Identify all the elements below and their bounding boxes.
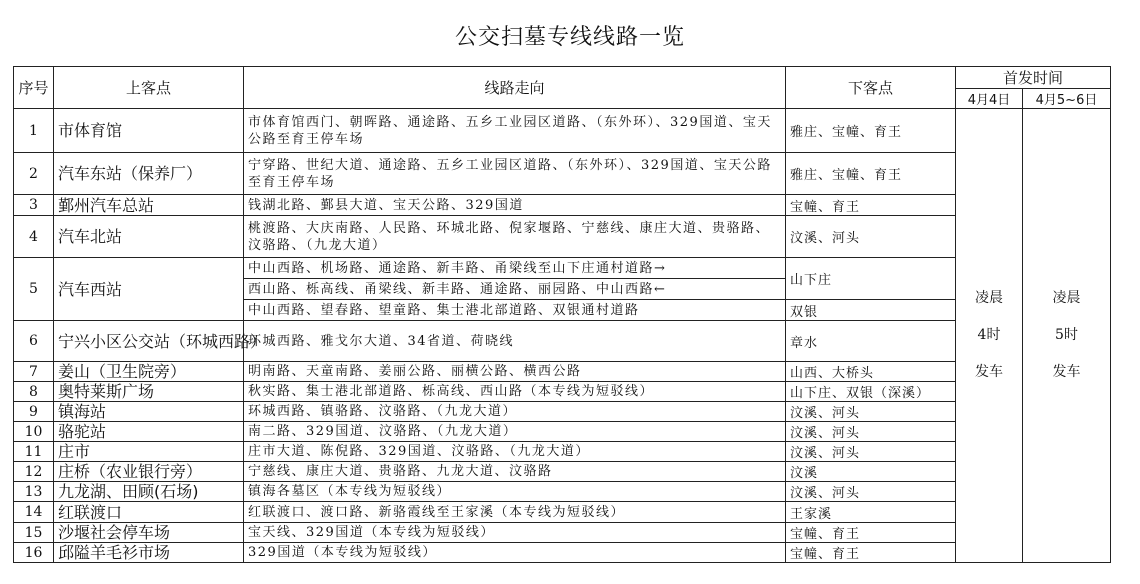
- departure-line: 凌晨: [1052, 290, 1081, 306]
- boarding-stop: 庄桥（农业银行旁）: [54, 462, 244, 482]
- table-row: [14, 502, 1111, 523]
- alighting-stop: 宝幢、育王: [786, 195, 956, 216]
- header-alighting: 下客点: [786, 67, 956, 109]
- row-index: 1: [14, 109, 54, 153]
- table-row: [14, 462, 1111, 482]
- route-path: 秋实路、集士港北部道路、栎高线、西山路（本专线为短驳线）: [244, 382, 786, 402]
- route-path: 宁穿路、世纪大道、通途路、五乡工业园区道路、（东外环）、329国道、宝天公路至育王停车场: [244, 153, 786, 195]
- alighting-stop: 章水: [786, 321, 956, 362]
- route-path: 明南路、天童南路、姜丽公路、丽横公路、横西公路: [244, 362, 786, 382]
- page-title: 公交扫墓专线线路一览: [454, 25, 685, 50]
- alighting-stop: 双银: [786, 300, 956, 321]
- route-table: [13, 66, 1111, 563]
- route-path: 中山西路、机场路、通途路、新丰路、甬梁线至山下庄通村道路→: [244, 258, 786, 279]
- alighting-stop: 汶溪: [786, 462, 956, 482]
- row-index: 6: [14, 321, 54, 362]
- boarding-stop: 鄞州汽车总站: [54, 195, 244, 216]
- route-path: 环城西路、雅戈尔大道、34省道、荷晓线: [244, 321, 786, 362]
- table-row: [14, 422, 1111, 442]
- route-path: 宁慈线、康庄大道、贵骆路、九龙大道、汶骆路: [244, 462, 786, 482]
- header-date-apr5-6: 4月5~6日: [1023, 89, 1111, 109]
- table-row: [14, 523, 1111, 543]
- departure-line: 凌晨: [975, 290, 1003, 306]
- row-index: 16: [14, 543, 54, 563]
- table-row: [14, 258, 1111, 279]
- row-index: 13: [14, 482, 54, 502]
- boarding-stop: 奥特莱斯广场: [54, 382, 244, 402]
- alighting-stop: 汶溪、河头: [786, 216, 956, 258]
- boarding-stop: 红联渡口: [54, 502, 244, 523]
- table-row: [14, 362, 1111, 382]
- alighting-stop: 雅庄、宝幢、育王: [786, 109, 956, 153]
- row-index: 15: [14, 523, 54, 543]
- row-index: 9: [14, 402, 54, 422]
- header-route: 线路走向: [244, 67, 786, 109]
- departure-line: 4时: [977, 327, 1001, 343]
- boarding-stop: 邱隘羊毛衫市场: [54, 543, 244, 563]
- alighting-stop: 山下庄: [786, 258, 956, 300]
- header-date-apr4: 4月4日: [956, 89, 1023, 109]
- table-row: [14, 216, 1111, 258]
- route-path: 西山路、栎高线、甬梁线、新丰路、通途路、丽园路、中山西路←: [244, 279, 786, 300]
- table-row: [14, 109, 1111, 153]
- route-path: 市体育馆西门、朝晖路、通途路、五乡工业园区道路、（东外环）、329国道、宝天公路至育王停车场: [244, 109, 786, 153]
- route-table-body: [14, 109, 1111, 563]
- route-path: 钱湖北路、鄞县大道、宝天公路、329国道: [244, 195, 786, 216]
- row-index: 12: [14, 462, 54, 482]
- boarding-stop: 宁兴小区公交站（环城西路）: [54, 321, 244, 362]
- alighting-stop: 宝幢、育王: [786, 523, 956, 543]
- alighting-stop: 王家溪: [786, 502, 956, 523]
- route-path: 红联渡口、渡口路、新骆霞线至王家溪（本专线为短驳线）: [244, 502, 786, 523]
- header-first-departure: 首发时间: [956, 67, 1111, 89]
- boarding-stop: 九龙湖、田顾(石场): [54, 482, 244, 502]
- row-index: 3: [14, 195, 54, 216]
- row-index: 14: [14, 502, 54, 523]
- alighting-stop: 山下庄、双银（深溪）: [786, 382, 956, 402]
- table-row: [14, 382, 1111, 402]
- departure-line: 5时: [1055, 327, 1078, 343]
- alighting-stop: 汶溪、河头: [786, 402, 956, 422]
- alighting-stop: 山西、大桥头: [786, 362, 956, 382]
- departure-time-apr5-6: [1023, 109, 1111, 563]
- table-row: [14, 543, 1111, 563]
- alighting-stop: 汶溪、河头: [786, 442, 956, 462]
- row-index: 2: [14, 153, 54, 195]
- boarding-stop: 姜山（卫生院旁）: [54, 362, 244, 382]
- departure-time-apr4: [956, 109, 1023, 563]
- route-path: 桃渡路、大庆南路、人民路、环城北路、倪家堰路、宁慈线、康庄大道、贵骆路、汶骆路、（九龙大道）: [244, 216, 786, 258]
- route-path: 镇海各墓区（本专线为短驳线）: [244, 482, 786, 502]
- row-index: 4: [14, 216, 54, 258]
- route-path: 中山西路、望春路、望童路、集士港北部道路、双银通村道路: [244, 300, 786, 321]
- alighting-stop: 宝幢、育王: [786, 543, 956, 563]
- alighting-stop: 雅庄、宝幢、育王: [786, 153, 956, 195]
- header-boarding: 上客点: [54, 67, 244, 109]
- table-row: [14, 482, 1111, 502]
- row-index: 5: [14, 258, 54, 321]
- boarding-stop: 汽车西站: [54, 258, 244, 321]
- route-path: 宝天线、329国道（本专线为短驳线）: [244, 523, 786, 543]
- route-path: 南二路、329国道、汶骆路、（九龙大道）: [244, 422, 786, 442]
- boarding-stop: 市体育馆: [54, 109, 244, 153]
- row-index: 8: [14, 382, 54, 402]
- alighting-stop: 汶溪、河头: [786, 482, 956, 502]
- route-path: 环城西路、镇骆路、汶骆路、（九龙大道）: [244, 402, 786, 422]
- boarding-stop: 汽车东站（保养厂）: [54, 153, 244, 195]
- boarding-stop: 汽车北站: [54, 216, 244, 258]
- boarding-stop: 骆驼站: [54, 422, 244, 442]
- table-row: [14, 321, 1111, 362]
- row-index: 10: [14, 422, 54, 442]
- table-row: [14, 442, 1111, 462]
- boarding-stop: 庄市: [54, 442, 244, 462]
- departure-line: 发车: [1052, 364, 1081, 380]
- boarding-stop: 沙堰社会停车场: [54, 523, 244, 543]
- route-path: 庄市大道、陈倪路、329国道、汶骆路、（九龙大道）: [244, 442, 786, 462]
- departure-line: 发车: [975, 364, 1003, 380]
- table-row: [14, 402, 1111, 422]
- table-row: [14, 153, 1111, 195]
- row-index: 11: [14, 442, 54, 462]
- alighting-stop: 汶溪、河头: [786, 422, 956, 442]
- header-index: 序号: [14, 67, 54, 109]
- row-index: 7: [14, 362, 54, 382]
- route-path: 329国道（本专线为短驳线）: [244, 543, 786, 563]
- boarding-stop: 镇海站: [54, 402, 244, 422]
- table-row: [14, 195, 1111, 216]
